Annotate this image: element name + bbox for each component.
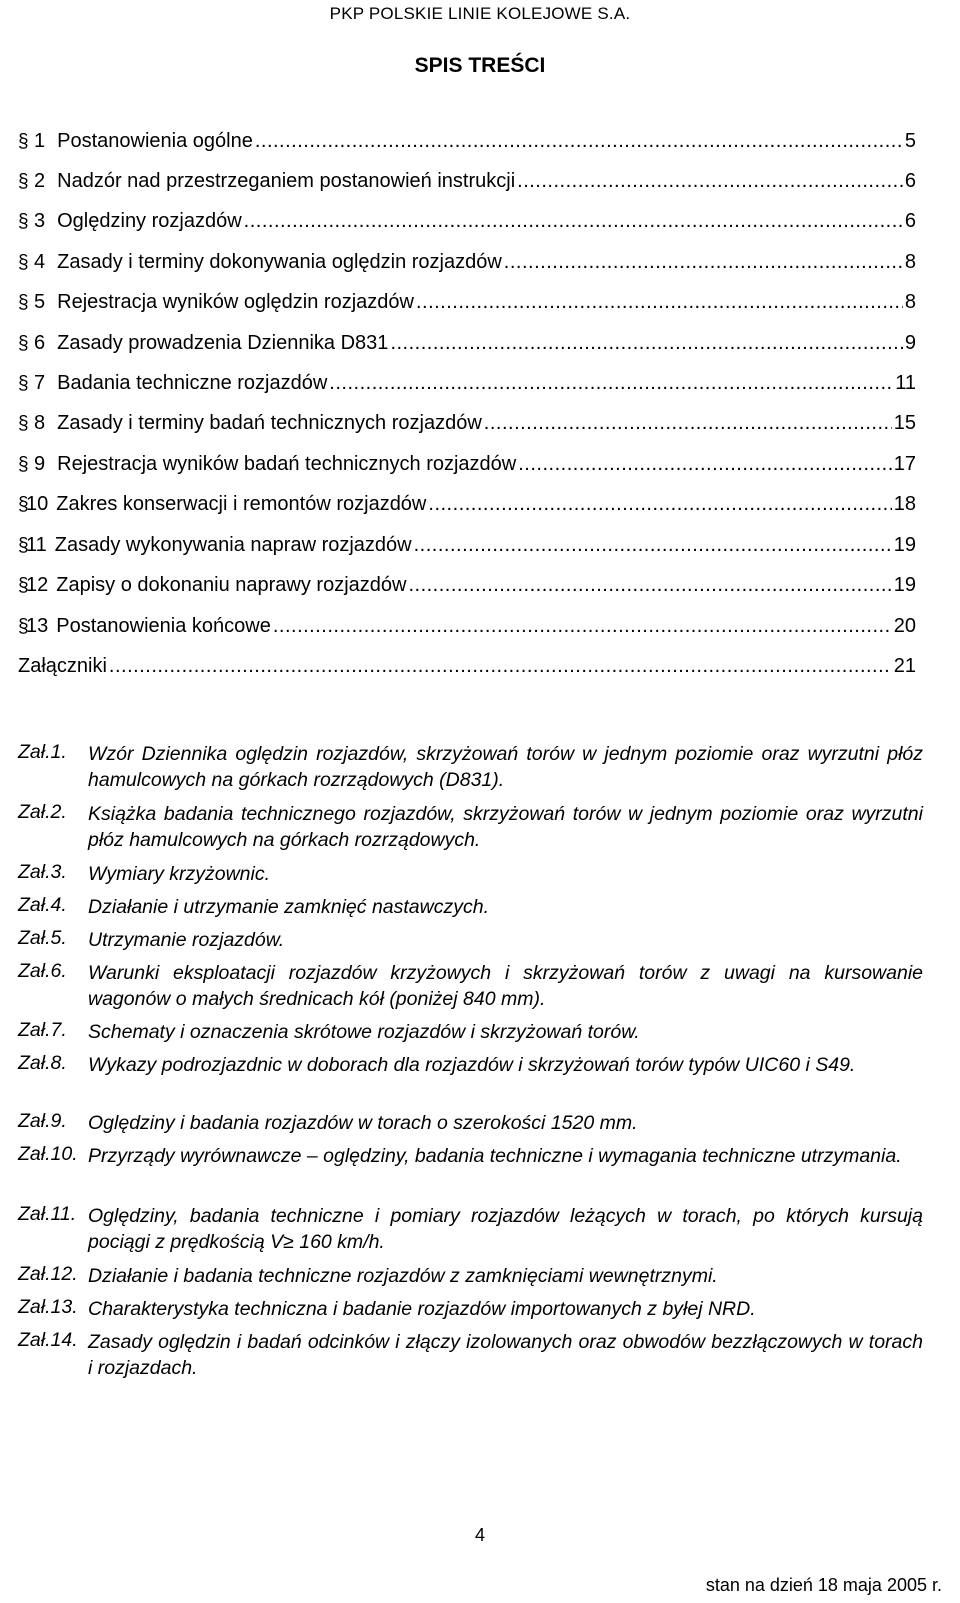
attachment-item [18, 1019, 923, 1045]
section-sign-icon: § [18, 454, 29, 475]
attachment-id: Zał.13. [18, 1296, 78, 1318]
attachment-title: Warunki eksploatacji rozjazdów krzyżowych i skrzyżowań torów z uwagi na kursowanie wagonów o małych średnicach kół (poniżej 840 mm). [88, 962, 923, 1010]
section-sign-icon: § [18, 413, 29, 434]
toc-entry-label: Zasady i terminy badań technicznych rozjazdów [57, 412, 482, 434]
toc-entry[interactable] [18, 574, 916, 604]
toc-leader [273, 615, 892, 638]
toc-leader [390, 332, 902, 355]
attachment-id: Zał.9. [18, 1110, 67, 1132]
attachment-title: Wykazy podrozjazdnic w doborach dla rozjazdów i skrzyżowań torów typów UIC60 i S49. [88, 1054, 856, 1076]
toc-entry[interactable] [18, 534, 916, 564]
attachment-id: Zał.5. [18, 927, 67, 949]
toc-entry-label: Postanowienia ogólne [57, 130, 253, 152]
attachment-id: Zał.4. [18, 894, 67, 916]
toc-entry-label: Badania techniczne rozjazdów [57, 372, 328, 394]
attachment-id: Zał.1. [18, 741, 67, 763]
attachment-id: Zał.12. [18, 1263, 78, 1285]
document-date: stan na dzień 18 maja 2005 r. [705, 1575, 942, 1595]
toc-entry[interactable] [18, 170, 916, 200]
toc-entry-number: 9 [34, 453, 46, 475]
section-sign-icon: § [18, 535, 29, 556]
attachment-item [18, 741, 923, 793]
attachment-item [18, 927, 923, 953]
toc-entry-number: 8 [34, 412, 46, 434]
toc-leader [255, 130, 903, 153]
attachment-item [18, 861, 923, 887]
toc-entry-page: 9 [904, 332, 916, 354]
section-sign-icon: § [18, 211, 29, 232]
attachment-title: Zasady oględzin i badań odcinków i złączy izolowanych oraz obwodów bezzłączowych w torach i rozjazdach. [88, 1331, 923, 1379]
section-sign-icon: § [18, 616, 29, 637]
toc-entry-number: 3 [34, 210, 46, 232]
toc-entry-number: 10 [26, 493, 49, 515]
toc-entry-label: Rejestracja wyników oględzin rozjazdów [57, 291, 414, 313]
toc-entry-label: Zasady wykonywania napraw rozjazdów [54, 534, 412, 556]
section-sign-icon: § [18, 373, 29, 394]
toc-entry-label: Rejestracja wyników badań technicznych rozjazdów [57, 453, 517, 475]
toc-entry-page: 6 [904, 210, 916, 232]
toc-entry-number: 4 [34, 251, 46, 273]
toc-entry-label: Postanowienia końcowe [56, 615, 271, 637]
toc-entry[interactable] [18, 130, 916, 160]
section-sign-icon: § [18, 171, 29, 192]
toc-entry-attachments[interactable] [18, 655, 916, 685]
attachment-id: Zał.8. [18, 1052, 67, 1074]
toc-entry-page: 6 [904, 170, 916, 192]
attachment-id: Zał.7. [18, 1019, 67, 1041]
toc-leader [109, 655, 892, 678]
toc-entry-page: 8 [904, 291, 916, 313]
toc-leader [416, 291, 903, 314]
toc-leader [504, 251, 903, 274]
attachment-item [18, 1329, 923, 1381]
attachment-id: Zał.10. [18, 1143, 78, 1165]
attachment-item [18, 1263, 923, 1289]
section-sign-icon: § [18, 333, 29, 354]
toc-entry[interactable] [18, 210, 916, 240]
attachment-title: Przyrządy wyrównawcze – oględziny, badania techniczne i wymagania techniczne utrzymania. [88, 1145, 902, 1167]
attachment-title: Oględziny, badania techniczne i pomiary rozjazdów leżących w torach, po których kursują pociągi z prędkością V≥ 160 km/h. [88, 1205, 923, 1253]
toc-entry-number: 7 [34, 372, 46, 394]
attachment-id: Zał.14. [18, 1329, 78, 1351]
toc-entry-number: 5 [34, 291, 46, 313]
toc-entry-label: Nadzór nad przestrzeganiem postanowień instrukcji [57, 170, 516, 192]
toc-entry-number: 12 [26, 574, 49, 596]
attachment-title: Oględziny i badania rozjazdów w torach o szerokości 1520 mm. [88, 1112, 638, 1134]
toc-entry[interactable] [18, 493, 916, 523]
toc-leader [329, 372, 893, 395]
toc-entry-page: 5 [904, 130, 916, 152]
toc-entry-page: 17 [893, 453, 916, 475]
toc-entry-label: Zakres konserwacji i remontów rozjazdów [56, 493, 427, 515]
attachment-title: Działanie i badania techniczne rozjazdów z zamknięciami wewnętrznymi. [88, 1265, 718, 1287]
page-number: 4 [474, 1525, 485, 1545]
attachment-item [18, 1143, 923, 1169]
toc-entry[interactable] [18, 412, 916, 442]
toc-entry-label: Zasady i terminy dokonywania oględzin rozjazdów [57, 251, 502, 273]
toc-leader [484, 412, 892, 435]
toc-entry-label: Oględziny rozjazdów [57, 210, 242, 232]
attachment-id: Zał.2. [18, 801, 67, 823]
section-sign-icon: § [18, 494, 29, 515]
toc-entry-number: 13 [26, 615, 49, 637]
attachment-item [18, 960, 923, 1012]
attachment-item [18, 1052, 923, 1078]
attachment-item [18, 801, 923, 853]
toc-entry[interactable] [18, 372, 916, 402]
toc-entry[interactable] [18, 332, 916, 362]
attachment-title: Wzór Dziennika oględzin rozjazdów, skrzyżowań torów w jednym poziomie oraz wyrzutni płóz hamulcowych na górkach rozrządowych (D831). [88, 743, 923, 791]
toc-entry-page: 19 [893, 574, 916, 596]
toc-entry[interactable] [18, 251, 916, 281]
attachment-item [18, 1203, 923, 1255]
toc-leader [428, 493, 891, 516]
document-header: PKP POLSKIE LINIE KOLEJOWE S.A. [329, 4, 631, 23]
toc-entry-label: Zasady prowadzenia Dziennika D831 [57, 332, 389, 354]
toc-leader [517, 170, 903, 193]
attachment-title: Schematy i oznaczenia skrótowe rozjazdów i skrzyżowań torów. [88, 1021, 640, 1043]
toc-entry[interactable] [18, 453, 916, 483]
toc-entry-page: 18 [893, 493, 916, 515]
attachment-id: Zał.11. [18, 1203, 77, 1225]
toc-entry-label: Załączniki [18, 655, 107, 677]
toc-entry-number: 1 [34, 130, 46, 152]
page-title: SPIS TREŚCI [414, 54, 546, 77]
attachment-item [18, 1110, 923, 1136]
toc-leader [414, 534, 892, 557]
toc-leader [518, 453, 892, 476]
toc-entry[interactable] [18, 615, 916, 645]
attachment-title: Charakterystyka techniczna i badanie rozjazdów importowanych z byłej NRD. [88, 1298, 756, 1320]
attachment-title: Książka badania technicznego rozjazdów, skrzyżowań torów w jednym poziomie oraz wyrzutni płóz hamulcowych na górkach rozrządowych. [88, 803, 923, 851]
section-sign-icon: § [18, 575, 29, 596]
toc-entry-page: 15 [893, 412, 916, 434]
toc-entry-page: 20 [893, 615, 916, 637]
attachment-item [18, 1296, 923, 1322]
toc-entry-page: 21 [893, 655, 916, 677]
toc-entry-page: 8 [904, 251, 916, 273]
section-sign-icon: § [18, 292, 29, 313]
toc-entry-number: 6 [34, 332, 46, 354]
toc-entry-number: 11 [26, 534, 47, 556]
toc-leader [244, 210, 903, 233]
attachment-id: Zał.3. [18, 861, 67, 883]
attachment-title: Działanie i utrzymanie zamknięć nastawczych. [88, 896, 489, 918]
section-sign-icon: § [18, 252, 29, 273]
attachment-title: Wymiary krzyżownic. [88, 863, 271, 885]
toc-entry-page: 11 [895, 372, 916, 394]
attachment-id: Zał.6. [18, 960, 67, 982]
toc-entry-label: Zapisy o dokonaniu naprawy rozjazdów [56, 574, 407, 596]
attachment-title: Utrzymanie rozjazdów. [88, 929, 285, 951]
toc-entry[interactable] [18, 291, 916, 321]
toc-entry-page: 19 [893, 534, 916, 556]
section-sign-icon: § [18, 131, 29, 152]
toc-leader [408, 574, 891, 597]
attachment-item [18, 894, 923, 920]
toc-entry-number: 2 [34, 170, 46, 192]
